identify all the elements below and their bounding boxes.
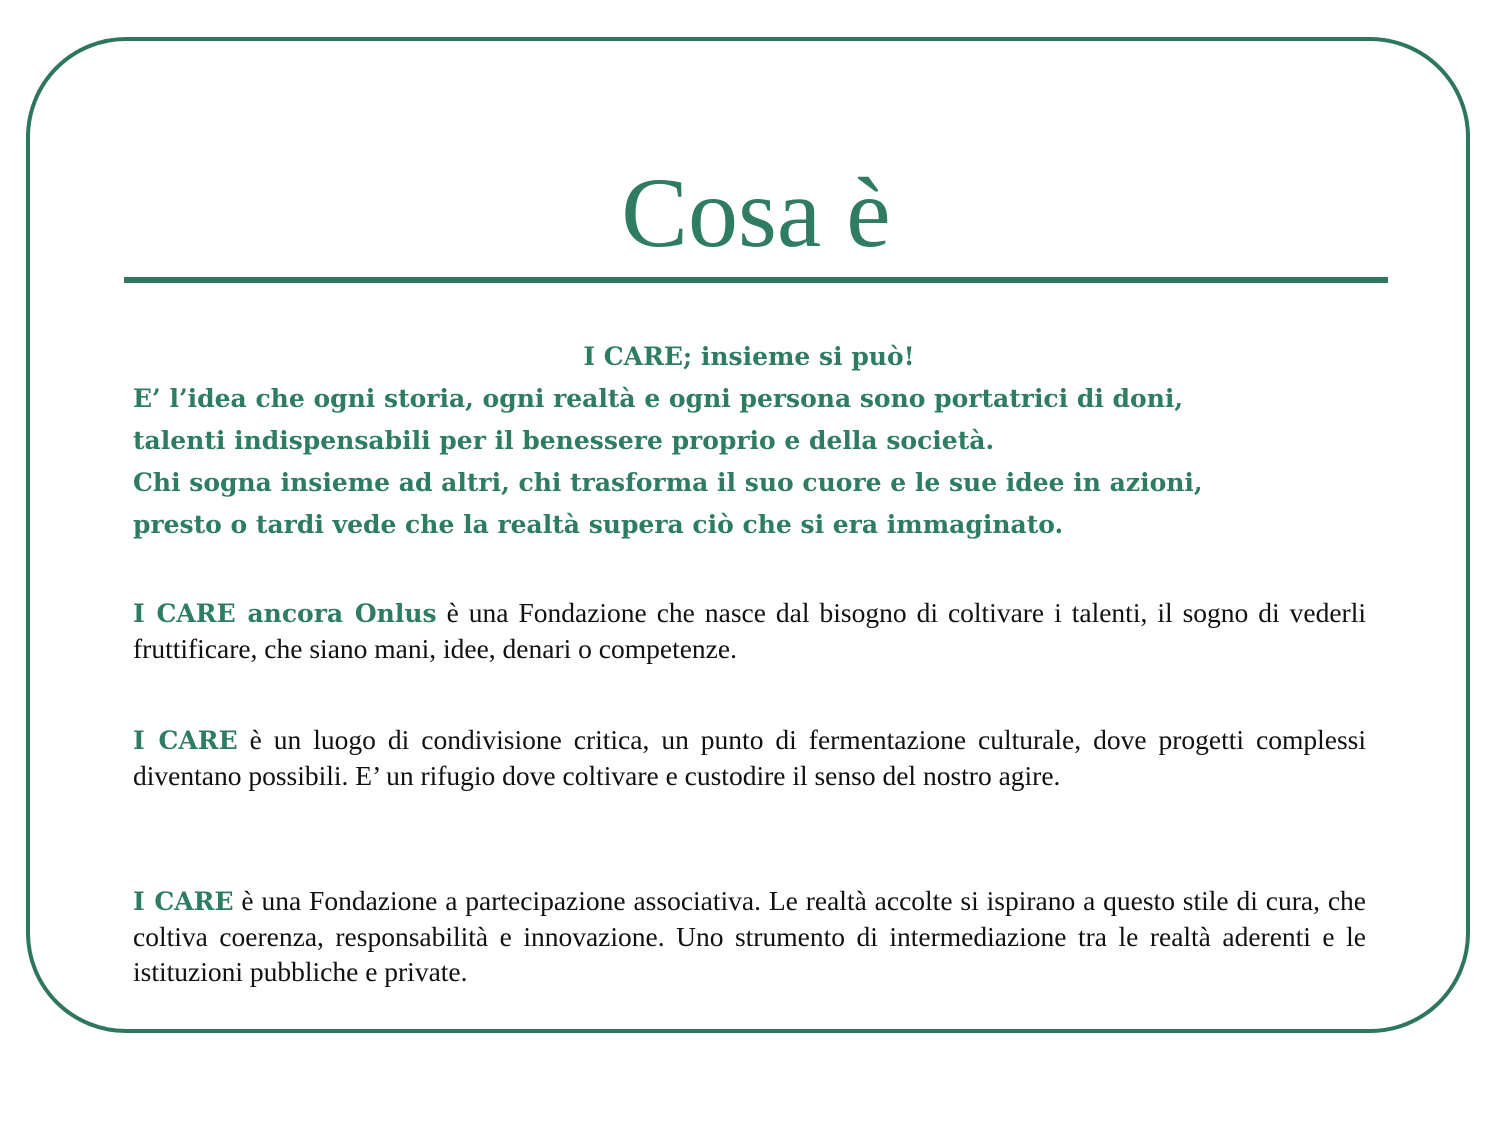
paragraph-text: è un luogo di condivisione critica, un punto di fermentazione culturale, dove progetti complessi diventano possibili. E’ un rifugio dove coltivare e custodire il senso del nostro agire.: [133, 724, 1367, 791]
intro-block: [133, 336, 1373, 546]
paragraph-text: è una Fondazione che nasce dal bisogno di coltivare i talenti, il sogno di vederli fruttificare, che siano mani, idee, denari o competenze.: [133, 597, 1366, 664]
paragraph-text: è una Fondazione a partecipazione associativa. Le realtà accolte si ispirano a questo stile di cura, che coltiva coerenza, responsabilità e innovazione. Uno strumento di intermediazione tra le realtà aderenti e le istituzioni pubbliche e private.: [133, 885, 1366, 987]
intro-line: Chi sogna insieme ad altri, chi trasforma il suo cuore e le sue idee in azioni,: [133, 468, 1203, 497]
intro-line: E’ l’idea che ogni storia, ogni realtà e ogni persona sono portatrici di doni,: [133, 384, 1184, 413]
intro-line: talenti indispensabili per il benessere proprio e della società.: [133, 426, 995, 455]
paragraph-lead: I CARE: [133, 887, 234, 916]
paragraph-fondazione: [133, 595, 1366, 666]
paragraph-lead: I CARE: [133, 726, 238, 755]
title-divider: [124, 277, 1388, 283]
paragraph-condivisione: [133, 722, 1366, 793]
intro-line: presto o tardi vede che la realtà supera ciò che si era immaginato.: [133, 510, 1064, 539]
paragraph-lead: I CARE ancora Onlus: [133, 599, 437, 628]
intro-headline: I CARE; insieme si può!: [583, 342, 915, 371]
paragraph-partecipazione: [133, 883, 1366, 989]
page-title: Cosa è: [621, 157, 891, 268]
